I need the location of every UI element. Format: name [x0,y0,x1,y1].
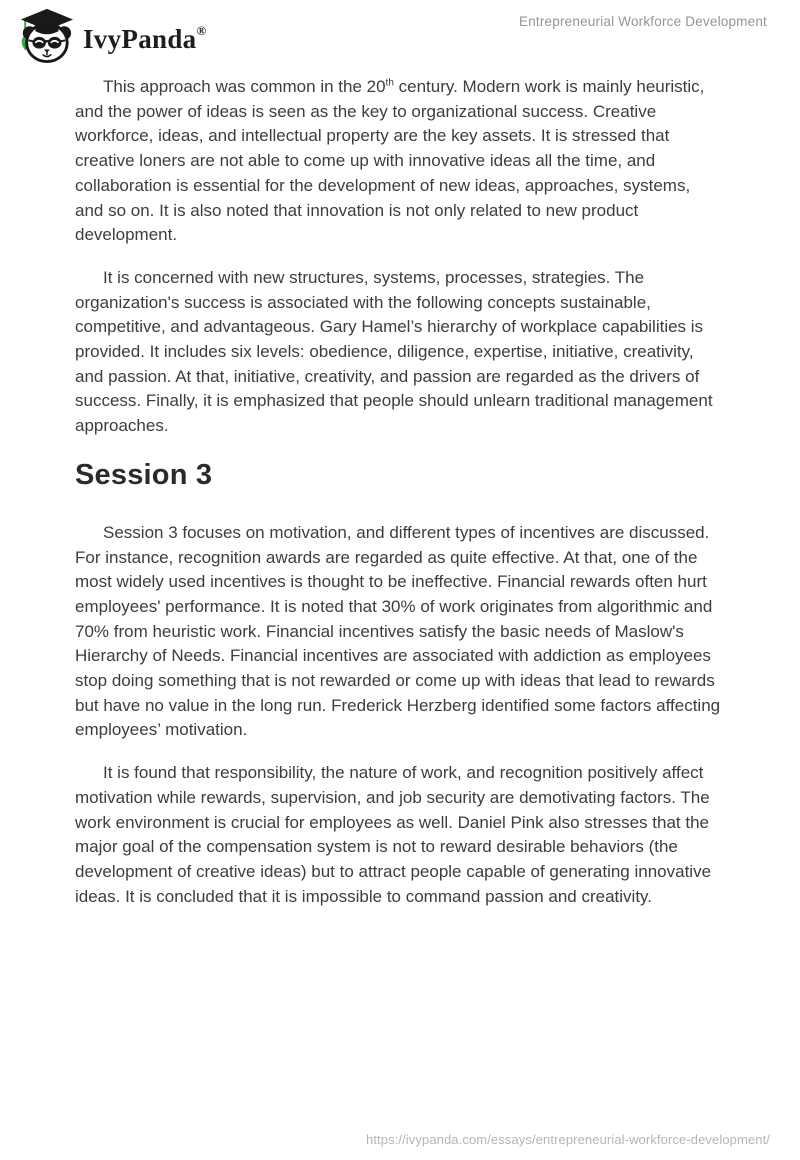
paragraph-text: This approach was common in the 20 [103,77,386,96]
paragraph-text: century. Modern work is mainly heuristic, and the power of ideas is seen as the key to organizational success. Creative workforce, ideas, and intellectual property are the key assets. It is stressed that creative loners are not able to come up with innovative ideas all the time, and collaboration is essential for the development of new ideas, approaches, systems, and so on. It is also noted that innovation is not only related to new product development. [75,77,705,245]
essay-content [75,75,723,927]
running-head-title: Entrepreneurial Workforce Development [518,14,767,29]
ivypanda-logo[interactable] [14,7,206,63]
paragraph: Session 3 focuses on motivation, and different types of incentives are discussed. For instance, recognition awards are regarded as quite effective. At that, one of the most widely used incentives is thought to be ineffective. Financial rewards often hurt employees' performance. It is noted that 30% of work originates from algorithmic and 70% from heuristic work. Financial incentives satisfy the basic needs of Maslow's Hierarchy of Needs. Financial incentives are associated with addiction as employees stop doing something that is not rewarded or come up with ideas that lead to rewards but have no value in the long run. Frederick Herzberg identified some factors affecting employees’ motivation. [75,522,721,740]
paragraph: It is concerned with new structures, systems, processes, strategies. The organization's success is associated with the following concepts sustainable, competitive, and advantageous. Gary Hamel’s hierarchy of workplace capabilities is provided. It includes six levels: obedience, diligence, expertise, initiative, creativity, and passion. At that, initiative, creativity, and passion are regarded as the drivers of success. Finally, it is emphasized that people should unlearn traditional management approaches. [75,267,713,436]
source-url-link[interactable]: https://ivypanda.com/essays/entrepreneurial-workforce-development/ [365,1132,770,1147]
panda-graduation-cap-icon [14,7,76,63]
logo-wordmark [83,18,206,53]
paragraph [75,75,723,248]
section-heading: Session 3 [75,458,213,491]
registered-trademark-symbol: ® [196,22,207,38]
logo-wordmark-text: IvyPanda [83,23,197,54]
ordinal-superscript: th [385,77,394,89]
paragraph: It is found that responsibility, the nature of work, and recognition positively affect motivation while rewards, supervision, and job security are demotivating factors. The work environment is crucial for employees as well. Daniel Pink also stresses that the major goal of the compensation system is not to reward desirable behaviors (the development of creative ideas) but to attract people capable of generating innovative ideas. It is concluded that it is impossible to command passion and creativity. [75,763,712,906]
